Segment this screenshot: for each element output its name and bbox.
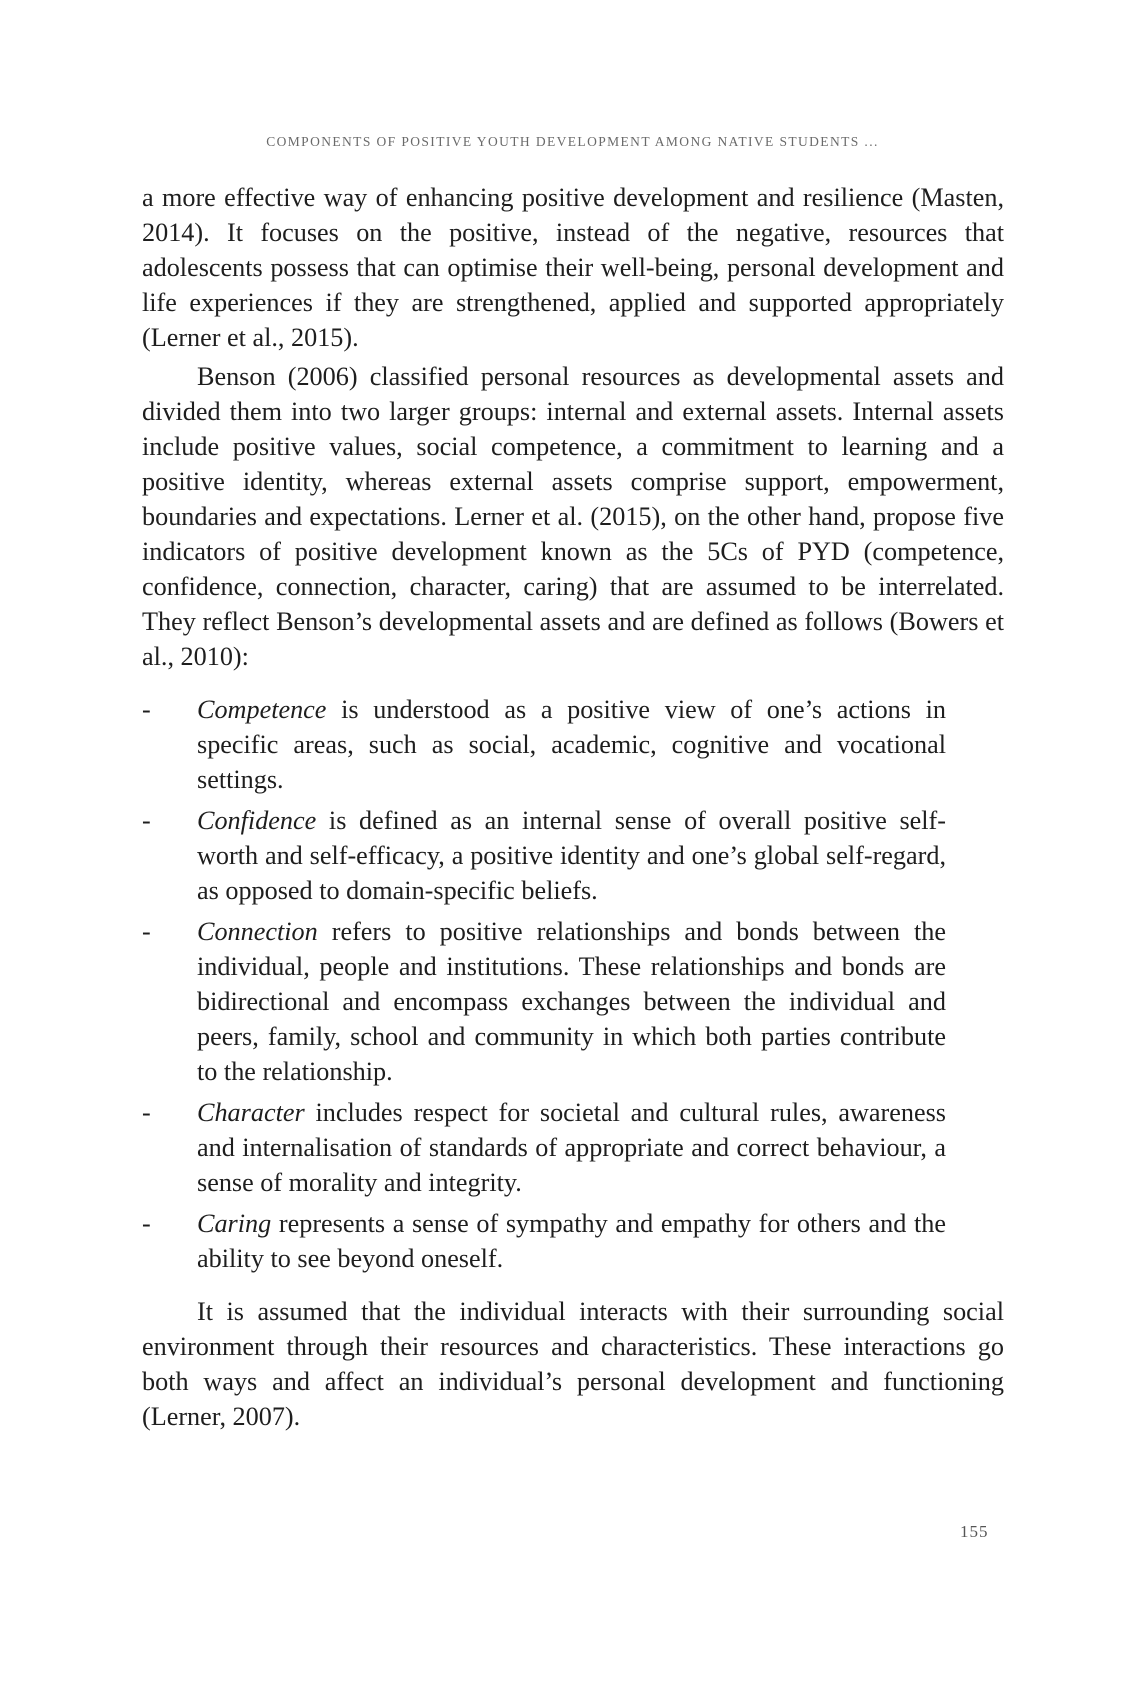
term-confidence: Confidence — [197, 806, 317, 835]
bullet-dash: - — [142, 1098, 151, 1127]
definition-connection: refers to positive relationships and bonds between the individual, people and institutions. These relationships and bonds are bidirectional and encompass exchanges between the individual and peers, family, school and community in which both parties contribute to the relationship. — [197, 917, 946, 1086]
list-item-competence — [142, 692, 946, 797]
definition-caring: represents a sense of sympathy and empathy for others and the ability to see beyond oneself. — [197, 1209, 946, 1273]
pyd-5cs-list — [142, 692, 946, 1276]
bullet-dash: - — [142, 917, 151, 946]
bullet-dash: - — [142, 695, 151, 724]
term-caring: Caring — [197, 1209, 272, 1238]
paragraph-intro: a more effective way of enhancing positive development and resilience (Masten, 2014). It focuses on the positive, instead of the negative, resources that adolescents possess that can optimise their well-being, personal development and life experiences if they are strengthened, applied and supported appropriately (Lerner et al., 2015). — [142, 183, 1004, 352]
term-connection: Connection — [197, 917, 318, 946]
definition-character: includes respect for societal and cultural rules, awareness and internalisation of standards of appropriate and correct behaviour, a sense of morality and integrity. — [197, 1098, 946, 1197]
term-character: Character — [197, 1098, 305, 1127]
term-competence: Competence — [197, 695, 327, 724]
page-number: 155 — [960, 1522, 989, 1541]
definition-confidence: is defined as an internal sense of overall positive self-worth and self-efficacy, a positive identity and one’s global self-regard, as opposed to domain-specific beliefs. — [197, 806, 946, 905]
bullet-dash: - — [142, 806, 151, 835]
paragraph-conclusion: It is assumed that the individual interacts with their surrounding social environment through their resources and characteristics. These interactions go both ways and affect an individual’s personal development and functioning (Lerner, 2007). — [142, 1297, 1004, 1431]
list-item-caring — [142, 1206, 946, 1276]
running-head: COMPONENTS OF POSITIVE YOUTH DEVELOPMENT AMONG NATIVE STUDENTS ... — [266, 134, 879, 149]
paragraph-benson: Benson (2006) classified personal resources as developmental assets and divided them into two larger groups: internal and external assets. Internal assets include positive values, social competence, a commitment to learning and a positive identity, whereas external assets comprise support, empowerment, boundaries and expectations. Lerner et al. (2015), on the other hand, propose five indicators of positive development known as the 5Cs of PYD (competence, confidence, connection, character, caring) that are assumed to be interrelated. They reflect Benson’s developmental assets and are defined as follows (Bowers et al., 2010): — [142, 362, 1004, 671]
list-item-character — [142, 1095, 946, 1200]
list-item-connection — [142, 914, 946, 1089]
definition-competence: is understood as a positive view of one’s actions in specific areas, such as social, academic, cognitive and vocational settings. — [197, 695, 946, 794]
list-item-confidence — [142, 803, 946, 908]
bullet-dash: - — [142, 1209, 151, 1238]
page-body — [142, 180, 1004, 1434]
